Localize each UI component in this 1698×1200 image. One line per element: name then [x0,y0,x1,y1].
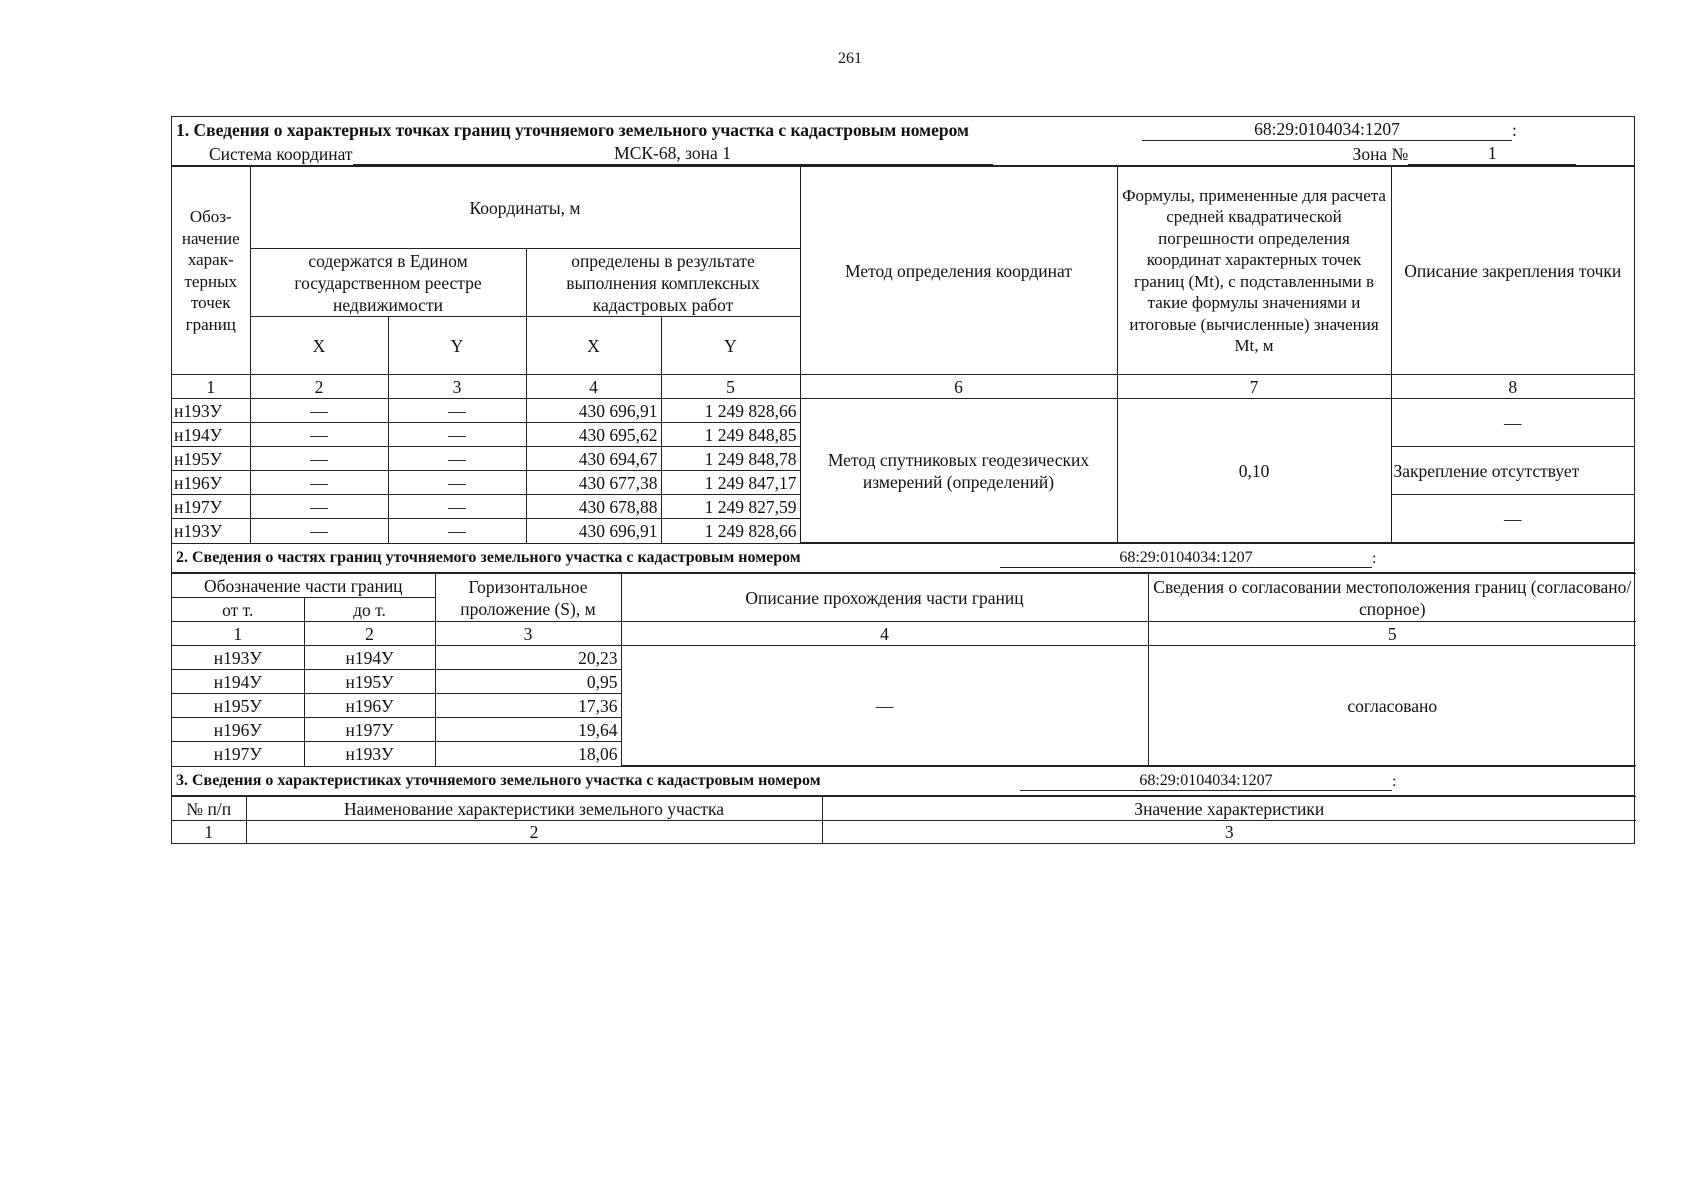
page-number: 261 [838,50,862,67]
x-kkr: 430 696,91 [526,399,661,423]
coord-system-label: Система координат [209,144,353,164]
y-egrn: — [388,423,526,447]
section-3-colon: : [1392,772,1397,790]
horizontal-distance: 17,36 [435,694,621,718]
header-x2: X [526,317,661,375]
boundary-parts-table [172,573,1636,766]
x-egrn: — [250,519,388,543]
col-number: 8 [1391,375,1634,399]
fixing-top: — [1391,399,1634,447]
y-egrn: — [388,399,526,423]
y-egrn: — [388,495,526,519]
header-part: Обозначение части границ [172,574,435,598]
zone-label: Зона № [1352,144,1409,164]
from-point: н193У [172,646,304,670]
header-method: Метод определения координат [800,167,1117,375]
header-horizontal: Горизонтальное проложение (S), м [435,574,621,622]
y-kkr: 1 249 847,17 [661,471,800,495]
header-y2: Y [661,317,800,375]
y-kkr: 1 249 828,66 [661,399,800,423]
header-y1: Y [388,317,526,375]
col-number: 4 [621,622,1148,646]
header-name: Наименование характеристики земельного участка [246,797,822,821]
col-number: 4 [526,375,661,399]
section-3-cadastral-number: 68:29:0104034:1207 [1020,772,1392,791]
header-formulas: Формулы, примененные для расчета средней квадратической погрешности определения координат характерных точек границ (Mt), с подставленными в такие формулы значениями и итоговые (вычисленные) значения Mt, м [1117,167,1391,375]
fixing-bottom: — [1391,495,1634,543]
col-number: 1 [172,375,250,399]
col-number: 5 [661,375,800,399]
header-num: № п/п [172,797,246,821]
from-point: н196У [172,718,304,742]
y-kkr: 1 249 848,85 [661,423,800,447]
characteristics-table [172,796,1636,843]
col-number: 5 [1148,622,1636,646]
header-value: Значение характеристики [822,797,1636,821]
x-kkr: 430 677,38 [526,471,661,495]
y-kkr: 1 249 827,59 [661,495,800,519]
y-egrn: — [388,519,526,543]
description-value: — [621,646,1148,766]
cadastral-document [171,116,1635,844]
header-description: Описание прохождения части границ [621,574,1148,622]
section-1-cadastral-number: 68:29:0104034:1207 [1142,119,1512,141]
coord-system-value: МСК-68, зона 1 [353,143,993,165]
horizontal-distance: 20,23 [435,646,621,670]
col-number: 3 [435,622,621,646]
section-2-header [172,544,1634,573]
x-kkr: 430 694,67 [526,447,661,471]
col-number: 1 [172,821,246,844]
fixing-mid: Закрепление отсутствует [1391,447,1634,495]
agreement-value: согласовано [1148,646,1636,766]
x-egrn: — [250,399,388,423]
mt-value: 0,10 [1117,399,1391,543]
x-egrn: — [250,423,388,447]
section-1-colon: : [1512,120,1517,140]
horizontal-distance: 0,95 [435,670,621,694]
to-point: н195У [304,670,435,694]
to-point: н196У [304,694,435,718]
col-number: 2 [250,375,388,399]
x-kkr: 430 678,88 [526,495,661,519]
header-kkr: определены в результате выполнения комплексных кадастровых работ [526,249,800,317]
header-agreement: Сведения о согласовании местоположения границ (согласовано/спорное) [1148,574,1636,622]
y-kkr: 1 249 828,66 [661,519,800,543]
section-1-header [172,117,1634,166]
horizontal-distance: 18,06 [435,742,621,766]
section-1-title: 1. Сведения о характерных точках границ уточняемого земельного участка с кадастровым номером [176,120,969,140]
point-id: н194У [172,423,250,447]
header-fixing: Описание закрепления точки [1391,167,1634,375]
table-row [172,399,1634,423]
section-3 [171,767,1635,844]
from-point: н194У [172,670,304,694]
x-egrn: — [250,495,388,519]
points-table [172,166,1634,543]
header-from: от т. [172,598,304,622]
point-id: н196У [172,471,250,495]
col-number: 3 [388,375,526,399]
point-id: н195У [172,447,250,471]
horizontal-distance: 19,64 [435,718,621,742]
col-number: 1 [172,622,304,646]
zone-value: 1 [1408,143,1576,165]
x-egrn: — [250,447,388,471]
from-point: н197У [172,742,304,766]
header-x1: X [250,317,388,375]
to-point: н194У [304,646,435,670]
x-kkr: 430 695,62 [526,423,661,447]
x-kkr: 430 696,91 [526,519,661,543]
y-kkr: 1 249 848,78 [661,447,800,471]
section-2-title: 2. Сведения о частях границ уточняемого земельного участка с кадастровым номером [176,549,801,566]
header-egrn: содержатся в Едином государственном реестре недвижимости [250,249,526,317]
col-number: 6 [800,375,1117,399]
point-id: н197У [172,495,250,519]
col-number: 3 [822,821,1636,844]
header-designation: Обоз-начение харак-терных точек границ [172,167,250,375]
header-coords: Координаты, м [250,167,800,249]
point-id: н193У [172,519,250,543]
header-to: до т. [304,598,435,622]
section-2 [171,544,1635,767]
x-egrn: — [250,471,388,495]
section-3-header [172,767,1634,796]
section-2-cadastral-number: 68:29:0104034:1207 [1000,549,1372,568]
to-point: н193У [304,742,435,766]
from-point: н195У [172,694,304,718]
col-number: 2 [304,622,435,646]
section-3-title: 3. Сведения о характеристиках уточняемого земельного участка с кадастровым номером [176,772,821,789]
method-value: Метод спутниковых геодезических измерений (определений) [800,399,1117,543]
point-id: н193У [172,399,250,423]
y-egrn: — [388,471,526,495]
section-1 [171,116,1635,544]
y-egrn: — [388,447,526,471]
col-number: 7 [1117,375,1391,399]
section-2-colon: : [1372,549,1377,567]
col-number: 2 [246,821,822,844]
to-point: н197У [304,718,435,742]
table-row [172,646,1636,670]
